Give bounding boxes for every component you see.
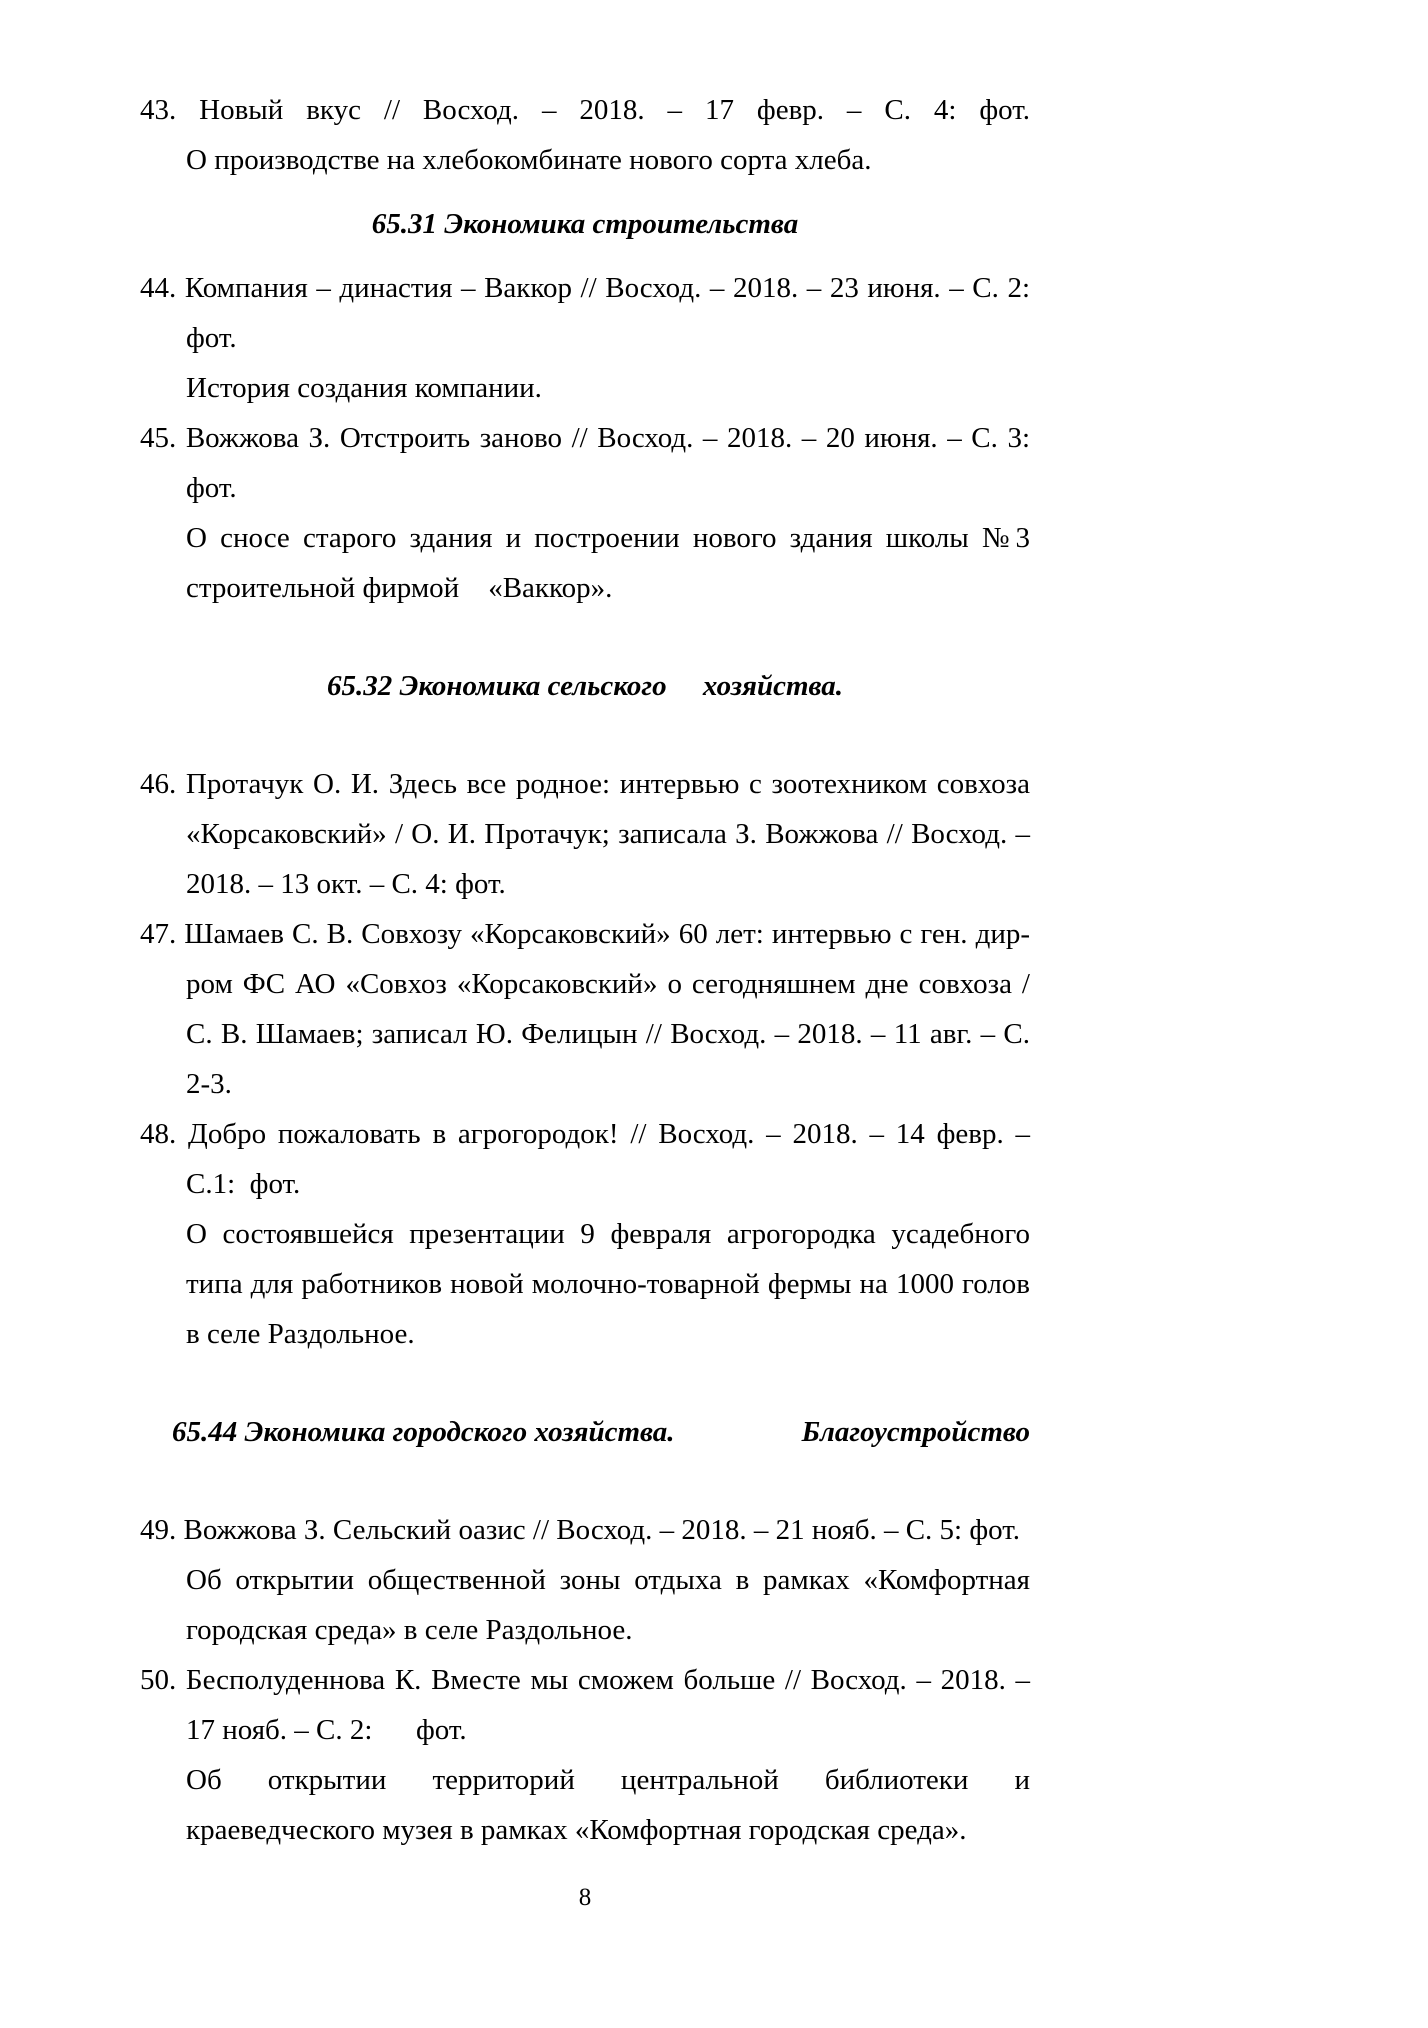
entry-annotation: История создания компании. — [186, 372, 542, 404]
bibliography-entry — [140, 263, 1030, 413]
section-heading-municipal-left: 65.44 Экономика городского хозяйства. — [172, 1416, 675, 1448]
entry-citation — [140, 85, 1030, 135]
entry-annotation: О производстве на хлебокомбинате нового сорта хлеба. — [186, 144, 872, 176]
entry-number: 48. — [140, 1118, 177, 1150]
entry-citation-text: Шамаев С. В. Совхозу «Корсаковский» 60 лет: интервью с ген. дир-ром ФС АО «Совхоз «Корсаковский» о сегодняшнем дне совхоза / С. В. Шамаев; записал Ю. Фелицын // Восход. – 2018. – 11 авг. – С. 2-3. — [184, 918, 1031, 1100]
entry-citation-text: Новый вкус // Восход. – 2018. – 17 февр. – С. 4: фот. — [199, 94, 1030, 126]
entry-annotation: О сносе старого здания и построении нового здания школы №3 строительной фирмой «Ваккор». — [186, 522, 1030, 604]
entry-number: 44. — [140, 272, 177, 304]
entry-citation — [140, 1505, 1030, 1555]
page-number: 8 — [578, 1884, 592, 1911]
section-heading-construction: 65.31 Экономика строительства — [371, 208, 799, 240]
bibliography-entry — [140, 1505, 1030, 1655]
entry-citation-text: Протачук О. И. Здесь все родное: интервью с зоотехником совхоза «Корсаковский» / О. И. Протачук; записала З. Вожжова // Восход. – 2018. – 13 окт. – С. 4: фот. — [185, 768, 1030, 900]
entry-number: 50. — [140, 1664, 177, 1696]
entry-citation-text: Добро пожаловать в агрогородок! // Восход. – 2018. – 14 февр. – С.1: фот. — [186, 1118, 1030, 1200]
section-heading-municipal — [140, 1407, 1030, 1457]
section-heading-municipal-right: Благоустройство — [801, 1416, 1030, 1448]
entry-annotation: О состоявшейся презентации 9 февраля агрогородка усадебного типа для работников новой молочно-товарной фермы на 1000 голов в селе Раздольное. — [186, 1218, 1030, 1350]
entry-annotation: Об открытии территорий центральной библиотеки и краеведческого музея в рамках «Комфортная городская среда». — [186, 1764, 1030, 1846]
entry-citation — [140, 413, 1030, 513]
bibliography-entry — [140, 1655, 1030, 1855]
entry-number: 45. — [140, 422, 177, 454]
entry-annotation: Об открытии общественной зоны отдыха в рамках «Комфортная городская среда» в селе Раздольное. — [186, 1564, 1030, 1646]
entry-number: 43. — [140, 94, 177, 126]
entry-citation — [140, 909, 1030, 1109]
bibliography-entry — [140, 85, 1030, 185]
entry-number: 46. — [140, 768, 177, 800]
bibliography-entry — [140, 1109, 1030, 1359]
entry-citation — [140, 1655, 1030, 1755]
bibliography-entry — [140, 413, 1030, 613]
entry-citation — [140, 759, 1030, 909]
entry-citation-text: Вожжова З. Отстроить заново // Восход. – 2018. – 20 июня. – С. 3: фот. — [185, 422, 1030, 504]
section-heading-agriculture: 65.32 Экономика сельского хозяйства. — [326, 670, 844, 702]
entry-citation-text: Вожжова З. Сельский оазис // Восход. – 2018. – 21 нояб. – С. 5: фот. — [183, 1514, 1021, 1546]
entry-number: 47. — [140, 918, 177, 950]
entry-citation-text: Компания – династия – Ваккор // Восход. – 2018. – 23 июня. – С. 2: фот. — [184, 272, 1030, 354]
bibliography-entry — [140, 909, 1030, 1109]
entry-citation — [140, 263, 1030, 363]
bibliography-entry — [140, 759, 1030, 909]
entry-number: 49. — [140, 1514, 177, 1546]
entry-citation — [140, 1109, 1030, 1209]
entry-citation-text: Бесполуденнова К. Вместе мы сможем больше // Восход. – 2018. – 17 нояб. – С. 2: фот. — [185, 1664, 1031, 1746]
